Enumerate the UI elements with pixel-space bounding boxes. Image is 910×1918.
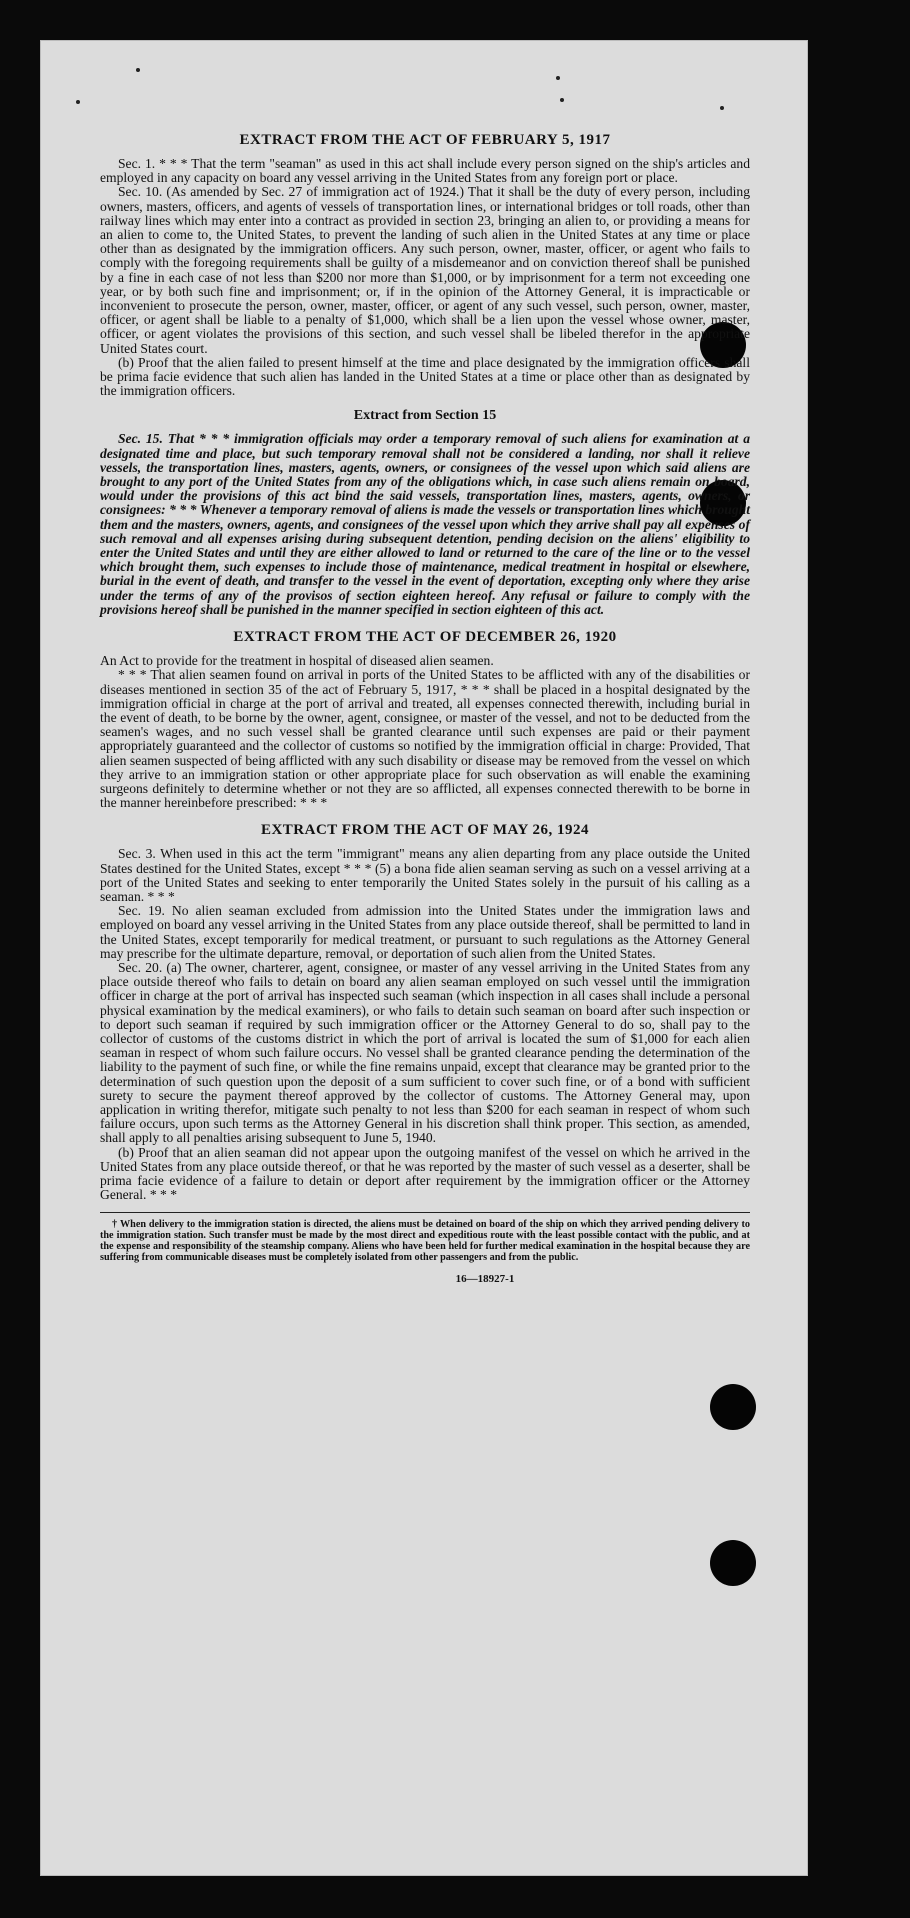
paragraph: Sec. 3. When used in this act the term "immigrant" means any alien departing from any place outside the United States destined for the United States, except * * * (5) a bona fide alien seaman serving as such on a vessel arriving at a port of the United States and seeking to enter temporarily the United States solely in the pursuit of his calling as a seaman. * * * [100, 846, 750, 904]
footnote-text: † When delivery to the immigration station is directed, the aliens must be detained on board of the ship on which they arrived pending delivery to the immigration station. Such transfer must be made by the most direct and expeditious route with the least possible contact with the public, and at the expense and responsibility of the steamship company. Aliens who have been held for further medical examination in the hospital because they are suffering from communicable diseases must be completely isolated from other passengers and from the public. [100, 1219, 750, 1264]
form-code: 16—18927-1 [455, 1273, 515, 1286]
paragraph: (b) Proof that an alien seaman did not appear upon the outgoing manifest of the vessel on which he arrived in the United States from any place outside thereof, or that he was reported by the master of such vessel as a deserter, shall be prima facie evidence of a failure to detain or deport after requirement by the immigration officer or the Attorney General. * * * [100, 1144, 750, 1203]
heading-act-1924: EXTRACT FROM THE ACT OF MAY 26, 1924 [260, 822, 590, 839]
footnote [100, 1212, 750, 1263]
paragraph: Sec. 10. (As amended by Sec. 27 of immigration act of 1924.) That it shall be the duty of every person, including owners, masters, officers, and agents of vessels of transportation lines, or international bridges or toll roads, other than railway lines which may enter into a contract as provided in section 23, bringing an alien to, or providing a means for an alien to come to, the United States, to prevent the landing of such alien in the United States at any time or place other than as designated by the immigration officers. Any such person, owner, master, officer, or agent who fails to comply with the foregoing requirements shall be guilty of a misdemeanor and on conviction thereof shall be punished by a fine in each case of not less than $200 nor more than $1,000, or by imprisonment for a term not exceeding one year, or by both such fine and imprisonment; or, if in the opinion of the Attorney General, it is impracticable or inconvenient to prosecute the person, owner, master, officer, or agent of any such vessel, such person, owner, master, officer, or agent shall be liable to a penalty of $1,000, which shall be a lien upon the vessel whose owner, master, officer, or agent violates the provisions of this section, and such vessel shall be libeled therefor in the appropriate United States court. [100, 184, 750, 356]
document-content [100, 132, 750, 1285]
punch-hole [710, 1384, 756, 1430]
paragraph: An Act to provide for the treatment in hospital of diseased alien seamen. [100, 653, 494, 669]
paragraph: Sec. 1. * * * That the term "seaman" as used in this act shall include every person signed on the ship's articles and employed in any capacity on board any vessel arriving in the United States from any foreign port or place. [100, 156, 750, 186]
heading-section-15: Extract from Section 15 [353, 408, 497, 424]
paragraph: * * * That alien seamen found on arrival in ports of the United States to be afflicted with any of the disabilities or diseases mentioned in section 35 of the act of February 5, 1917, * * * shall be placed in a hospital designated by the immigration official in charge at the port of arrival and treated, all expenses connected therewith, including burial in the event of death, to be borne by the owner, agent, consignee, or master of the vessel, and not to be deducted from the seamen's wages, and no such vessel shall be granted clearance until such expenses are paid or their payment appropriately guaranteed and the collector of customs so notified by the immigration official in charge: Provided, That alien seamen suspected of being afflicted with any such disability or disease may be removed from the vessel on which they arrive to an immigration station or other appropriate place for such observation as will enable the examining surgeons definitely to determine whether or not they are so afflicted, all expenses connected therewith to be borne in the manner hereinbefore prescribed: * * * [100, 667, 750, 811]
paragraph: Sec. 20. (a) The owner, charterer, agent, consignee, or master of any vessel arriving in the United States from any place outside thereof who fails to detain on board any alien seaman employed on such vessel until the immigration officer in charge at the port of arrival has inspected such seaman (which inspection in all cases shall include a personal physical examination by the medical examiners), or who fails to detain such seaman on board after such inspection or to deport such seaman if required by such immigration officer or the Attorney General to do so, shall pay to the collector of customs of the customs district in which the port of arrival is located the sum of $1,000 for each alien seaman in respect of whom such failure occurs. No vessel shall be granted clearance pending the determination of the liability to the payment of such fine, or while the fine remains unpaid, except that clearance may be granted prior to the determination of such question upon the deposit of a sum sufficient to cover such fine, or of a bond with sufficient surety to secure the payment thereof approved by the collector of customs. The Attorney General may, upon application in writing therefor, mitigate such penalty to not less than $200 for each seaman in respect of whom such failure occurs, upon such terms as the Attorney General in his discretion shall think proper. This section, as amended, shall apply to all penalties arising subsequent to June 5, 1940. [100, 959, 750, 1146]
paragraph: (b) Proof that the alien failed to present himself at the time and place designated by the immigration officers shall be prima facie evidence that such alien has landed in the United States at a time or place other than as designated by the immigration officers. [100, 354, 750, 399]
paragraph-section-15: Sec. 15. That * * * immigration officials may order a temporary removal of such aliens for examination at a designated time and place, but such temporary removal shall not be considered a landing, nor shall it relieve vessels, the transportation lines, masters, agents, owners, or consignees of the vessel upon which said aliens are brought to any port of the United States from any of the obligations which, in case such aliens remain on board, would under the provisions of this act bind the said vessels, transportation lines, masters, agents, owners, or consignees: * * * Whenever a temporary removal of aliens is made the vessels or transportation lines which brought them and the masters, owners, agents, and consignees of the vessel upon which they arrive shall pay all expenses of such removal and all expenses arising during subsequent detention, pending decision on the aliens' eligibility to enter the United States and until they are either allowed to land or returned to the care of the line or to the vessel which brought them, such expenses to include those of maintenance, medical treatment in hospital or elsewhere, burial in the event of death, and transfer to the vessel in the event of deportation, excepting only where they arise under the terms of any of the provisos of section eighteen hereof. Any refusal or failure to comply with the provisions hereof shall be punished in the manner specified in section eighteen of this act. [100, 431, 750, 617]
punch-hole [710, 1540, 756, 1586]
heading-act-1917: EXTRACT FROM THE ACT OF FEBRUARY 5, 1917 [239, 132, 611, 148]
paragraph: Sec. 19. No alien seaman excluded from admission into the United States under the immigration laws and employed on board any vessel arriving in the United States from any place outside thereof, shall be permitted to land in the United States, except temporarily for medical treatment, or pursuant to such regulations as the Attorney General may prescribe for the ultimate departure, removal, or deportation of such alien from the United States. [100, 903, 750, 961]
heading-act-1920: EXTRACT FROM THE ACT OF DECEMBER 26, 1920 [233, 629, 617, 646]
document-page [40, 40, 808, 1876]
